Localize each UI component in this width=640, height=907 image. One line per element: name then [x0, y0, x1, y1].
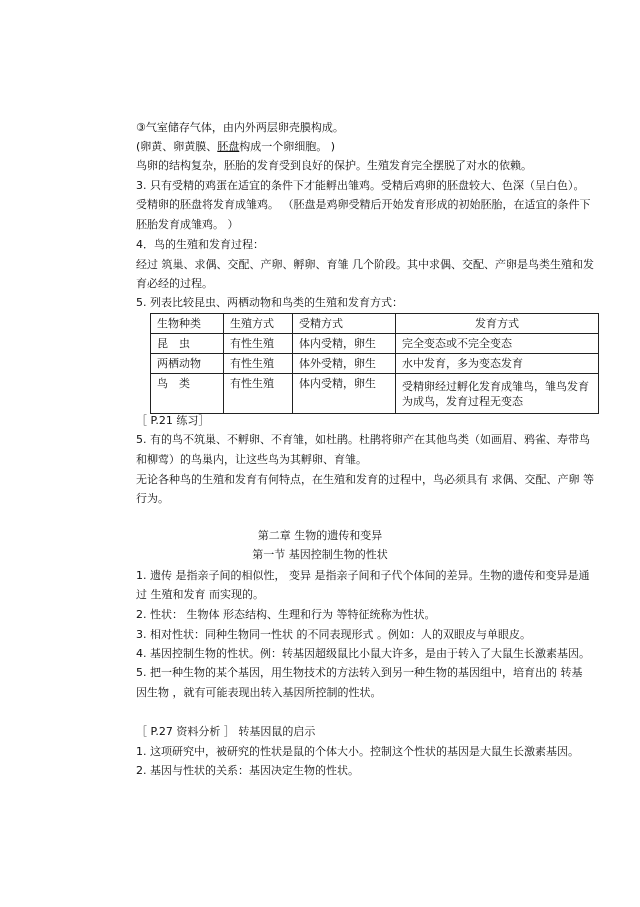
table-row [151, 374, 599, 414]
table-cell: 有性生殖 [224, 334, 293, 354]
text-line: 1. 这项研究中，被研究的性状是鼠的个体大小。控制这个性状的基因是大鼠生长激素基因。 [136, 745, 579, 758]
text-line [136, 140, 335, 154]
table-cell: 体内受精，卵生 [293, 374, 396, 414]
text-line: 育必经的过程。 [136, 277, 213, 290]
table-header-cell: 生物种类 [151, 314, 224, 334]
text-line: 3. 只有受精的鸡蛋在适宜的条件下才能孵出雏鸡。受精后鸡卵的胚盘较大、色深（呈白色）。 [136, 179, 585, 192]
text-line: 2. 性状： 生物体 形态结构、生理和行为 等特征统称为性状。 [136, 608, 436, 621]
text-line: 胚胎发育成雏鸡。 ） [136, 218, 239, 231]
table-cell-line: 为成鸟，发育过程无变态 [402, 394, 523, 408]
section-title: 第一节 基因控制生物的性状 [252, 548, 388, 561]
text-line: ③气室储存气体，由内外两层卵壳膜构成。 [136, 121, 344, 134]
table-cell [396, 374, 599, 414]
table-header-cell: 受精方式 [293, 314, 396, 334]
text-line: ［ P.21 练习］ [136, 414, 210, 427]
table-cell: 有性生殖 [224, 354, 293, 374]
underlined-term: 胚盘 [217, 140, 240, 153]
table-row [151, 334, 599, 354]
table-cell: 完全变态或不完全变态 [396, 334, 599, 354]
table-header-row [151, 314, 599, 334]
text-line: ［ P.27 资料分析 ］ 转基因鼠的启示 [136, 725, 316, 738]
table-cell: 体内受精，卵生 [293, 334, 396, 354]
table-cell: 水中发育，多为变态发育 [396, 354, 599, 374]
text-line: 5. 把一种生物的某个基因，用生物技术的方法转入到另一种生物的基因组中，培育出的 转基 [136, 666, 583, 679]
text-line: 5. 有的鸟不筑巢、不孵卵、不育雏，如杜鹃。杜鹃将卵产在其他鸟类（如画眉、鸦雀、寿带鸟 [136, 433, 590, 446]
table-cell: 鸟 类 [151, 374, 224, 414]
text-fragment: (卵黄、卵黄膜、 [136, 140, 218, 153]
text-line: 3. 相对性状：同种生物同一性状 的不同表现形式 。例如：人的双眼皮与单眼皮。 [136, 628, 531, 641]
text-line: 经过 筑巢、求偶、交配、产卵、孵卵、育雏 几个阶段。其中求偶、交配、产卵是鸟类生殖和发 [136, 258, 594, 271]
text-line: 2. 基因与性状的关系：基因决定生物的性状。 [136, 764, 359, 777]
comparison-table [150, 313, 599, 414]
table-cell: 有性生殖 [224, 374, 293, 414]
text-line: 鸟卵的结构复杂，胚胎的发育受到良好的保护。生殖发育完全摆脱了对水的依赖。 [136, 159, 532, 172]
text-line: 和柳莺）的鸟巢内，让这些鸟为其孵卵、育雏。 [136, 453, 367, 466]
text-line: 4. 基因控制生物的性状。例：转基因超级鼠比小鼠大许多，是由于转入了大鼠生长激素基因。 [136, 647, 590, 660]
text-line: 行为。 [136, 492, 169, 505]
text-line: 无论各种鸟的生殖和发育有何特点，在生殖和发育的过程中，鸟必须具有 求偶、交配、产卵 等 [136, 473, 594, 486]
table-cell: 体外受精，卵生 [293, 354, 396, 374]
text-line: 受精卵的胚盘将发育成雏鸡。 （胚盘是鸡卵受精后开始发育形成的初始胚胎，在适宜的条件下 [136, 198, 591, 211]
table-cell: 两栖动物 [151, 354, 224, 374]
text-line: 1. 遗传 是指亲子间的相似性， 变异 是指亲子间和子代个体间的差异。生物的遗传和变异是通 [136, 569, 590, 582]
table-header-cell: 生殖方式 [224, 314, 293, 334]
table-header-cell: 发育方式 [396, 314, 599, 334]
text-fragment: 构成一个卵细胞。 ) [239, 140, 336, 153]
text-line: 过 生殖和发育 而实现的。 [136, 588, 264, 601]
text-line: 因生物 ，就有可能表现出转入基因所控制的性状。 [136, 686, 382, 699]
table-row [151, 354, 599, 374]
text-line: 4．鸟的生殖和发育过程： [136, 238, 264, 251]
chapter-title: 第二章 生物的遗传和变异 [257, 529, 383, 542]
text-line: 5. 列表比较昆虫、两栖动物和鸟类的生殖和发育方式： [136, 296, 403, 309]
table-cell-line: 受精卵经过孵化发育成雏鸟，雏鸟发育 [402, 379, 589, 393]
table-cell: 昆 虫 [151, 334, 224, 354]
